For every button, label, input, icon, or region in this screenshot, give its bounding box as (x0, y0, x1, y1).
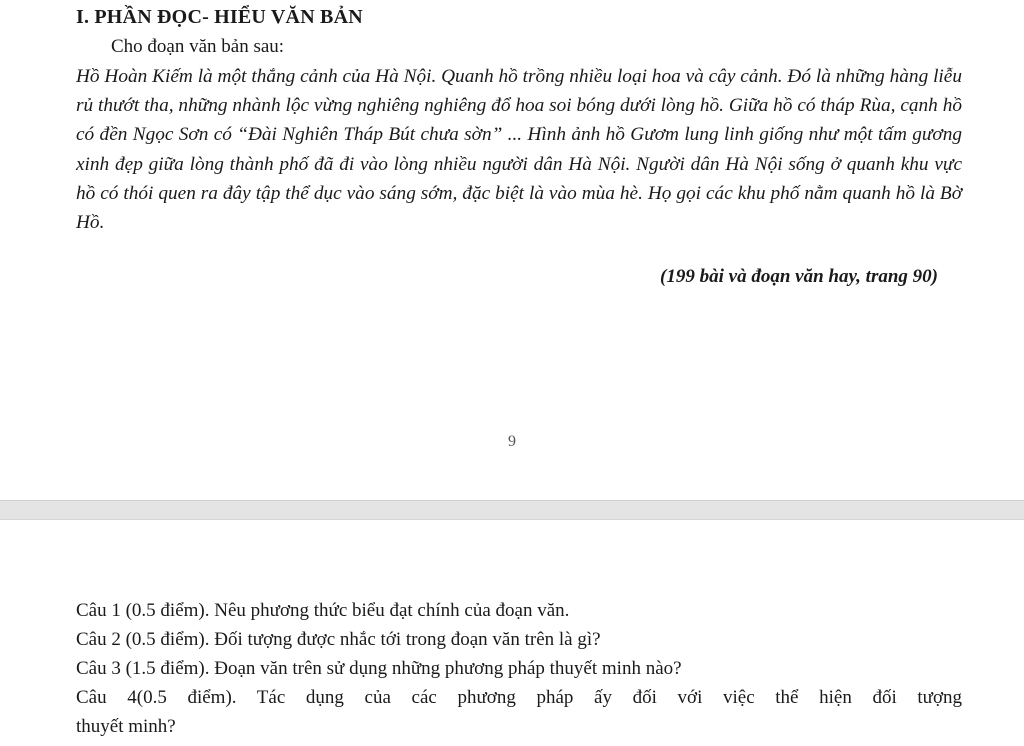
question-3: Câu 3 (1.5 điểm). Đoạn văn trên sử dụng những phương pháp thuyết minh nào? (76, 658, 682, 679)
section-heading: I. PHẦN ĐỌC- HIỂU VĂN BẢN (76, 6, 363, 28)
page-number: 9 (508, 433, 516, 450)
reading-passage: Hồ Hoàn Kiếm là một thắng cảnh của Hà Nội. Quanh hồ trồng nhiều loại hoa và cây cảnh. Đó là những hàng liễu rủ thướt tha, những nhành lộc vừng nghiêng nghiêng đổ hoa soi bóng dưới lòng hồ. Giữa hồ có tháp Rùa, cạnh hồ có đền Ngọc Sơn có “Đài Nghiên Tháp Bút chưa sờn” ... Hình ảnh hồ Gươm lung linh giống như một tấm gương xinh đẹp giữa lòng thành phố đã đi vào lòng nhiều người dân Hà Nội. Người dân Hà Nội sống ở quanh khu vực hồ có thói quen ra đây tập thể dục vào sáng sớm, đặc biệt là vào mùa hè. Họ gọi các khu phố nằm quanh hồ là Bờ Hồ. (76, 66, 962, 234)
questions-list (76, 596, 962, 741)
question-4: Câu 4(0.5 điểm). Tác dụng của các phương pháp ấy đối với việc thể hiện đối tượng (76, 687, 962, 708)
page-separator (0, 500, 1024, 520)
intro-text: Cho đoạn văn bản sau: (111, 36, 285, 57)
question-4-continuation: thuyết minh? (76, 716, 176, 737)
question-1: Câu 1 (0.5 điểm). Nêu phương thức biểu đạt chính của đoạn văn. (76, 600, 570, 621)
passage-source: (199 bài và đoạn văn hay, trang 90) (660, 266, 938, 287)
question-2: Câu 2 (0.5 điểm). Đối tượng được nhắc tới trong đoạn văn trên là gì? (76, 629, 601, 650)
